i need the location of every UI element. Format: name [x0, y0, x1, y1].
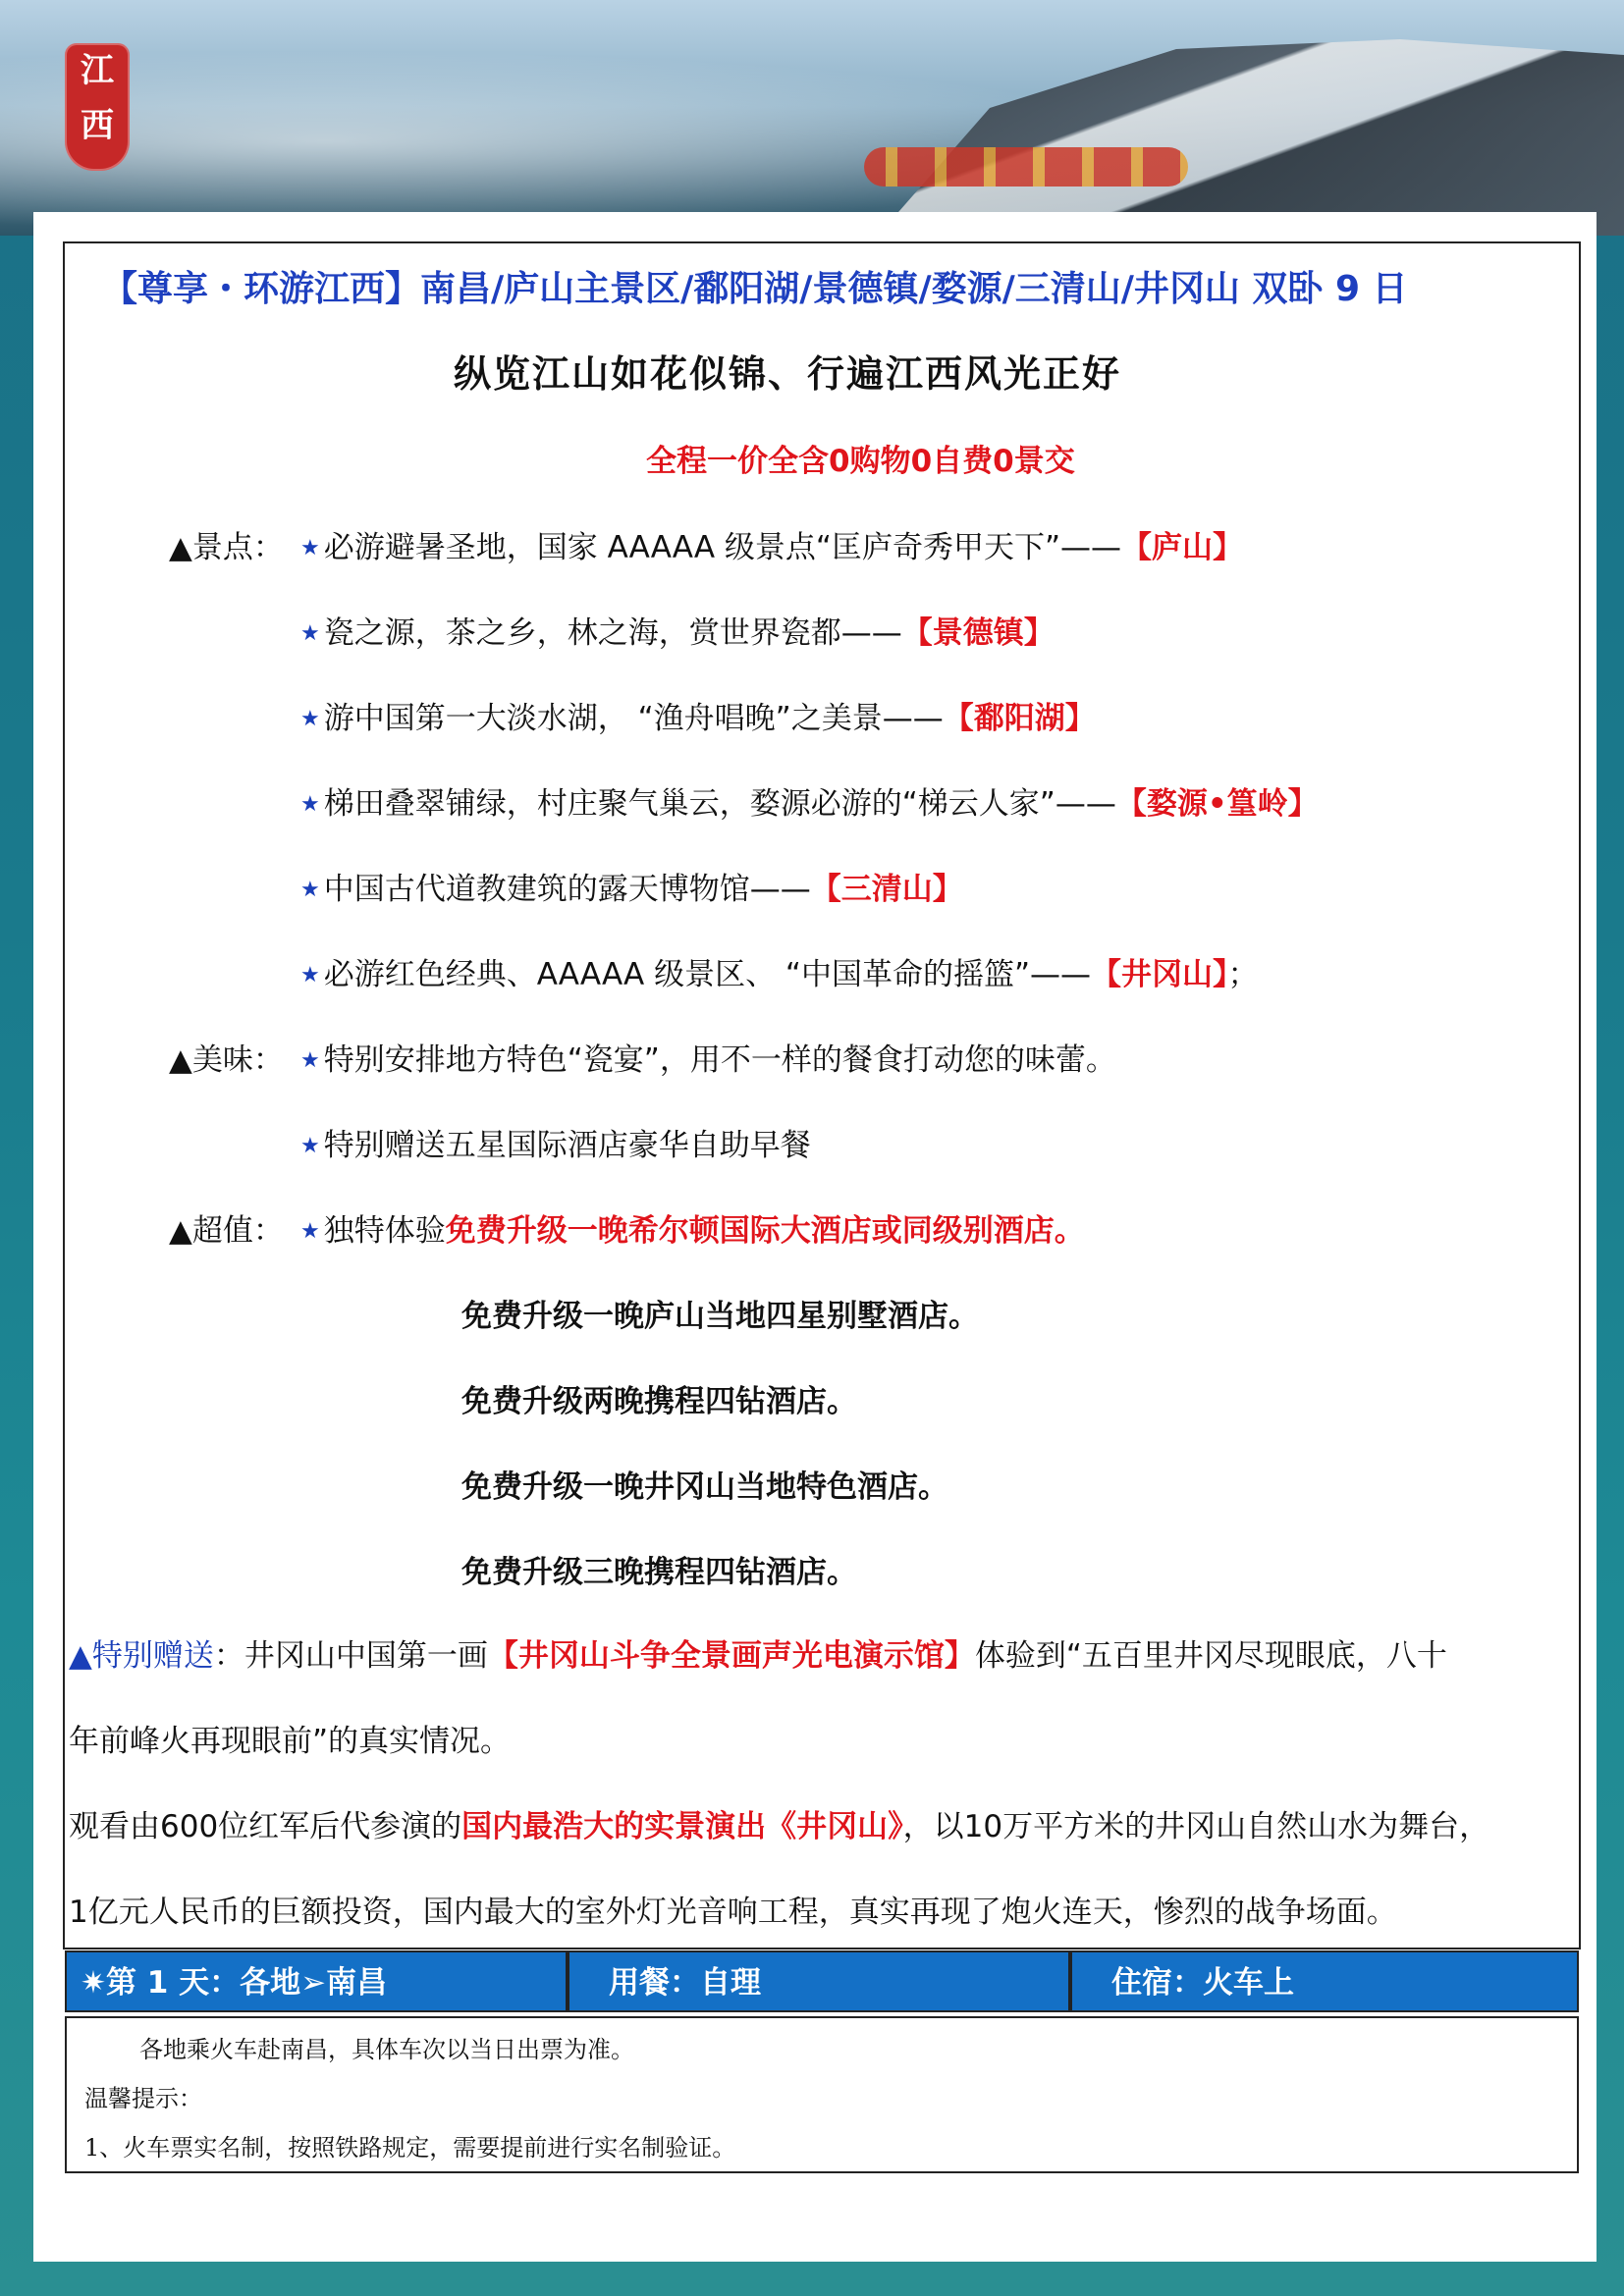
food-item: ★ 特别安排地方特色“瓷宴”，用不一样的餐食打动您的味蕾。 — [300, 1042, 1116, 1078]
star-icon: ★ — [300, 707, 320, 731]
value-item: 免费升级一晚井冈山当地特色酒店。 — [461, 1469, 948, 1505]
gift-line-1: ▲特别赠送：井冈山中国第一画【井冈山斗争全景画声光电演示馆】体验到“五百里井冈尽现眼底，八十 — [69, 1638, 1447, 1674]
intro-frame — [63, 241, 1581, 1949]
scenic-item: ★ 瓷之源，茶之乡，林之海，赏世界瓷都——【景德镇】 — [300, 615, 1055, 651]
scenic-item: ★ 游中国第一大淡水湖， “渔舟唱晚”之美景——【鄱阳湖】 — [300, 701, 1096, 736]
food-item: ★ 特别赠送五星国际酒店豪华自助早餐 — [300, 1128, 811, 1163]
seal-char-1: 江 — [81, 51, 114, 90]
star-icon: ★ — [300, 1048, 320, 1073]
show-line-1: 观看由600位红军后代参演的国内最浩大的实景演出《井冈山》，以10万平方米的井冈山自然山水为舞台， — [69, 1809, 1490, 1844]
umbrellas-image — [864, 147, 1188, 187]
village-roofs-image — [878, 39, 1624, 236]
tour-title: 【尊享・环游江西】南昌/庐山主景区/鄱阳湖/景德镇/婺源/三清山/井冈山 双卧 9 日 — [102, 269, 1408, 309]
slogan: 纵览江山如花似锦、行遍江西风光正好 — [454, 351, 1122, 396]
day-body-line: 各地乘火车赴南昌，具体车次以当日出票为准。 — [139, 2036, 634, 2063]
star-icon: ★ — [300, 536, 320, 561]
star-icon: ★ — [300, 1134, 320, 1158]
star-icon: ★ — [300, 963, 320, 988]
star-icon: ★ — [300, 621, 320, 646]
jiangxi-seal-logo — [65, 43, 130, 171]
day-body-line: 温馨提示： — [84, 2085, 202, 2112]
star-icon: ★ — [300, 792, 320, 817]
show-line-2: 1亿元人民币的巨额投资，国内最大的室外灯光音响工程，真实再现了炮火连天，惨烈的战争场面。 — [69, 1895, 1397, 1930]
value-label: ▲超值： — [169, 1213, 284, 1249]
star-icon: ★ — [300, 1219, 320, 1244]
day-header-row — [65, 1950, 1579, 2012]
scenic-label: ▲景点： — [169, 530, 284, 565]
scenic-item: ★ 梯田叠翠铺绿，村庄聚气巢云，婺源必游的“梯云人家”——【婺源•篁岭】 — [300, 786, 1319, 822]
day-body-line: 1、火车票实名制，按照铁路规定，需要提前进行实名制验证。 — [84, 2134, 736, 2162]
price-note: 全程一价全含0购物0自费0景交 — [646, 444, 1075, 479]
food-label: ▲美味： — [169, 1042, 284, 1078]
day-cell: ✷第 1 天：各地➢南昌 — [65, 1950, 568, 2012]
value-item: 免费升级一晚庐山当地四星别墅酒店。 — [461, 1299, 979, 1334]
scenery-banner — [0, 0, 1624, 236]
value-item: 免费升级三晚携程四钻酒店。 — [461, 1555, 857, 1590]
day-body — [65, 2016, 1579, 2173]
value-item: ★ 独特体验免费升级一晚希尔顿国际大酒店或同级别酒店。 — [300, 1213, 1085, 1249]
star-icon: ★ — [300, 878, 320, 902]
seal-char-2: 西 — [81, 106, 114, 145]
scenic-item: ★ 中国古代道教建筑的露天博物馆——【三清山】 — [300, 872, 963, 907]
stay-cell: 住宿：火车上 — [1070, 1950, 1579, 2012]
scenic-item: ★ 必游红色经典、AAAAA 级景区、 “中国革命的摇篮”——【井冈山】； — [300, 957, 1259, 992]
scenic-item: ★ 必游避暑圣地，国家 AAAAA 级景点“匡庐奇秀甲天下”——【庐山】 — [300, 530, 1244, 565]
gift-line-2: 年前峰火再现眼前”的真实情况。 — [69, 1724, 512, 1759]
meal-cell: 用餐：自理 — [568, 1950, 1070, 2012]
value-item: 免费升级两晚携程四钻酒店。 — [461, 1384, 857, 1419]
